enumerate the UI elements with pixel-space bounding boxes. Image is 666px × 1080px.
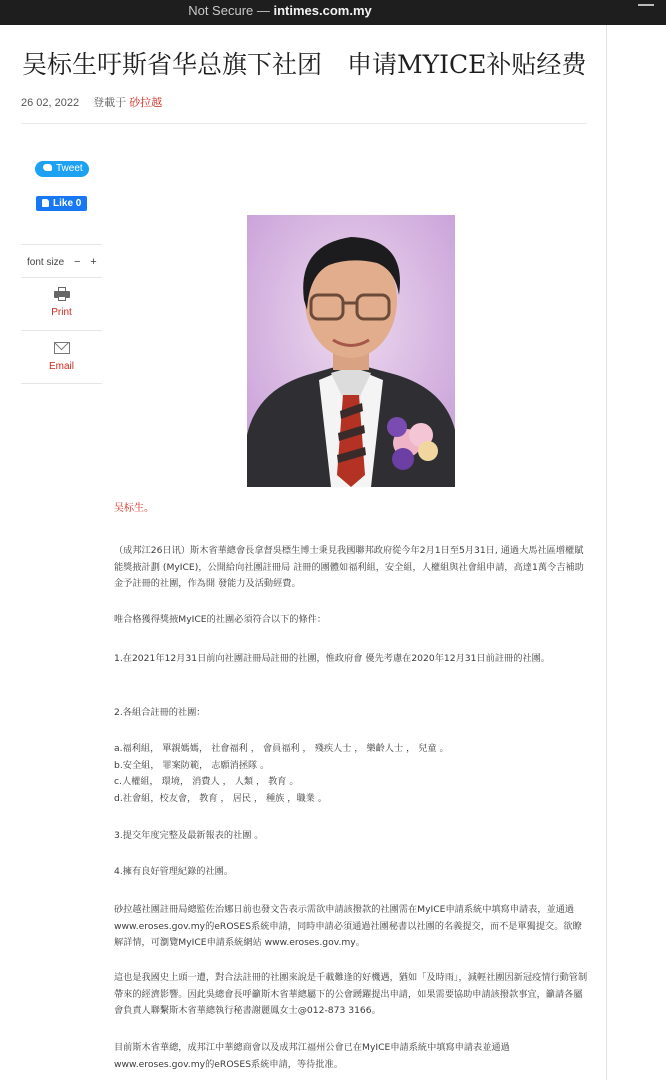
facebook-like-button[interactable]	[36, 196, 87, 211]
article-paragraph: （成邦江26日讯）斯木省華總會長拿督吳標生博士秉見我國聯邦政府從今年2月1日至5月31日, 通過大馬社區增權賦能獎掖計劃 (MyICE)，公開給向社團註冊局 註冊的團體如福利組，安全組，人權組與社會組申請，高達1萬令吉補助金予註冊的社團，作為開 發能力及活動經費。	[114, 545, 584, 589]
title-divider	[21, 123, 587, 124]
tools-divider	[21, 383, 102, 384]
article-paragraph: 3.提交年度完整及最新報表的社團 。	[114, 830, 264, 841]
thumbs-up-icon	[42, 199, 49, 207]
posted-in-label: 登載于	[93, 97, 127, 109]
photo-caption: 吴标生。	[114, 503, 154, 514]
font-size-label: font size	[27, 257, 65, 268]
printer-icon	[54, 287, 70, 301]
right-sidebar-panel	[606, 25, 666, 1080]
font-size-control	[27, 256, 97, 268]
article-meta	[21, 94, 162, 110]
font-size-increase-button[interactable]: +	[90, 256, 97, 268]
article-paragraph: 砂拉越社團註冊局總監佐治娜日前也發文告表示需欲申請該撥款的社團需在MyICE申請系統中填寫申請表，並通過www.eroses.gov.my的eROSES系統申請，同時申請必須通過社團秘書以社團的名義提交，而不是單獨提交。欲瞭解詳情，可瀏覽MyICE申請系統網站 www.eroses.gov.my。	[114, 904, 582, 948]
article-title: 吴标生吁斯省华总旗下社团 申请MYICE补贴经费	[22, 50, 587, 79]
twitter-bird-icon	[43, 164, 52, 171]
tools-divider	[21, 330, 102, 331]
email-button[interactable]	[21, 340, 102, 372]
print-label: Print	[51, 307, 72, 318]
tools-divider	[21, 244, 102, 245]
article-date: 26 02, 2022	[21, 97, 80, 109]
url-host: intimes.com.my	[273, 3, 372, 18]
font-size-decrease-button[interactable]: −	[74, 256, 81, 268]
article-paragraph: 2.各組合註冊的社團：	[114, 707, 206, 718]
email-label: Email	[48, 361, 74, 372]
article-photo	[247, 215, 455, 487]
portrait-illustration	[247, 215, 455, 487]
envelope-icon	[54, 342, 70, 354]
like-label: Like 0	[53, 198, 82, 209]
tweet-button[interactable]	[35, 161, 89, 177]
tweet-label: Tweet	[56, 163, 83, 174]
article-paragraph: 1.在2021年12月31日前向社團註冊局註冊的社團，惟政府會 優先考慮在2020年12月31日前註冊的社團。	[114, 653, 550, 664]
security-label: Not Secure —	[188, 3, 270, 18]
article-paragraph: 唯合格獲得獎掖MyICE的社團必須符合以下的條件：	[114, 614, 327, 625]
browser-toolbar	[0, 0, 666, 25]
print-button[interactable]	[21, 287, 102, 318]
menu-icon[interactable]	[638, 4, 654, 18]
article-paragraph: a.福利組， 單親媽媽， 社會福利 ， 會員福利 ， 殘疾人士 ， 樂齡人士 ， 兒童 。 b.安全組， 罪案防範， 志願消拯隊 。 c.人權組， 環境， 消費人 ， 人類 ， 教育 。 d.社會組，校友會， 教育 ， 居民 ， 種族 ，職業 。	[114, 743, 449, 804]
category-link[interactable]: 砂拉越	[129, 97, 163, 109]
article-paragraph: 4.擁有良好管理紀錄的社團。	[114, 866, 234, 877]
address-bar[interactable]	[0, 3, 560, 18]
article-paragraph: 目前斯木省華總，成邦江中華總商會以及成邦江福州公會已在MyICE申請系統中填寫申請表並通過www.eroses.gov.my的eROSES系統申請，等待批准。	[114, 1042, 510, 1070]
tools-divider	[21, 277, 102, 278]
article-paragraph: 這也是我國史上頭一遭，對合法註冊的社團來說是千載難逢的好機遇，猶如「及時雨」，減輕社團因新冠疫情行動管制帶來的經濟影響。因此吳總會長呼籲斯木省華總屬下的公會踴躍提出申請，如果需要協助申請該撥款事宜，籲請各屬會負責人聯繫斯木省華總執行秘書謝麗鳳女士@012-873 3166。	[114, 972, 588, 1016]
